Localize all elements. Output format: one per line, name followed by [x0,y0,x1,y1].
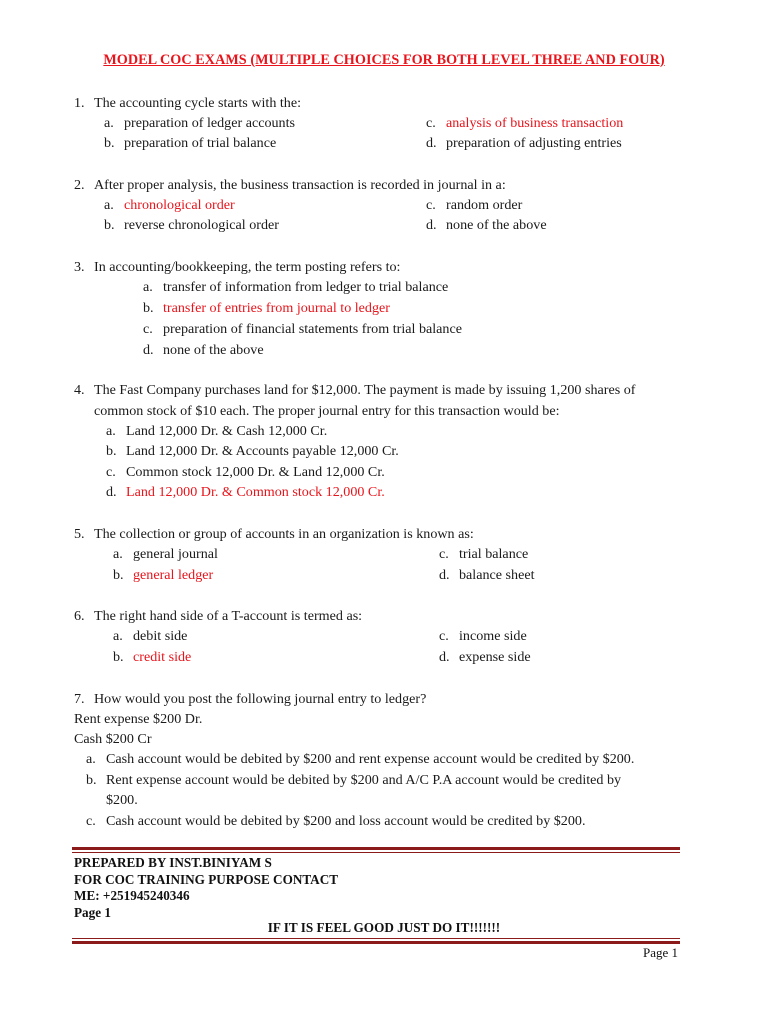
option-1c: c. analysis of business transaction [426,115,624,131]
footer-rule-thin-2 [72,938,680,939]
question-text: In accounting/bookkeeping, the term posting refers to: [94,259,401,275]
option-2a: a. chronological order [104,197,235,213]
correct-answer: Land 12,000 Dr. & Common stock 12,000 Cr. [126,484,385,500]
footer-prepared-by: PREPARED BY INST.BINIYAM S [74,855,272,870]
question-text: The collection or group of accounts in an organization is known as: [94,526,474,542]
journal-entry-credit: Cash $200 Cr [74,731,152,747]
option-4a: a. Land 12,000 Dr. & Cash 12,000 Cr. [106,423,328,439]
correct-answer: general ledger [133,567,214,583]
question-4-continued: common stock of $10 each. The proper journal entry for this transaction would be: [94,403,560,419]
question-4: 4. The Fast Company purchases land for $12,000. The payment is made by issuing 1,200 shares of [74,382,636,398]
footer-rule-thick [72,847,680,850]
option-3b: b. transfer of entries from journal to ledger [143,300,390,316]
option-3c: c. preparation of financial statements from trial balance [143,321,462,337]
footer-page-label: Page 1 [74,904,111,920]
option-4b: b. Land 12,000 Dr. & Accounts payable 12,000 Cr. [106,443,399,459]
option-4c: c. Common stock 12,000 Dr. & Land 12,000 Cr. [106,464,385,480]
question-number: 1. [74,95,85,111]
question-3: 3. In accounting/bookkeeping, the term posting refers to: [74,259,401,275]
correct-answer: analysis of business transaction [446,115,624,131]
question-1 [74,94,301,112]
option-7b-continued: $200. [106,792,138,808]
question-text: The right hand side of a T-account is termed as: [94,608,363,624]
footer-rule-thin [72,852,680,853]
option-3d: d. none of the above [143,342,264,358]
option-2b: b. reverse chronological order [104,217,279,233]
footer-rule-thick-2 [72,941,680,944]
option-6c: c. income side [439,628,527,644]
option-5b: b. general ledger [113,567,214,583]
page-title: MODEL COC EXAMS (MULTIPLE CHOICES FOR BOTH LEVEL THREE AND FOUR) [103,52,665,68]
footer-purpose: FOR COC TRAINING PURPOSE CONTACT [74,871,339,887]
question-text: How would you post the following journal entry to ledger? [94,691,427,707]
option-4d: d. Land 12,000 Dr. & Common stock 12,000 Cr. [106,484,385,500]
option-6b: b. credit side [113,649,192,665]
correct-answer: transfer of entries from journal to ledger [163,300,390,316]
question-6: 6. The right hand side of a T-account is termed as: [74,608,363,624]
option-2c: c. random order [426,197,523,213]
footer-block [74,855,338,921]
option-7a: a. Cash account would be debited by $200 and rent expense account would be credited by $200. [86,751,635,767]
footer-motto: IF IT IS FEEL GOOD JUST DO IT!!!!!!! [267,920,501,935]
footer-contact: ME: +251945240346 [74,888,190,904]
option-5d: d. balance sheet [439,567,535,583]
option-7b: b. Rent expense account would be debited by $200 and A/C P.A account would be credited by [86,772,622,788]
option-5a: a. general journal [113,546,218,562]
correct-answer: credit side [133,649,192,665]
question-text: After proper analysis, the business transaction is recorded in journal in a: [94,177,506,193]
option-6a: a. debit side [113,628,188,644]
option-1b: b. preparation of trial balance [104,135,277,151]
question-text: The Fast Company purchases land for $12,000. The payment is made by issuing 1,200 shares of [94,382,636,398]
question-2: 2. After proper analysis, the business transaction is recorded in journal in a: [74,177,506,193]
option-1d: d. preparation of adjusting entries [426,135,622,151]
journal-entry-debit: Rent expense $200 Dr. [74,711,203,727]
question-7: 7. How would you post the following journal entry to ledger? [74,691,427,707]
option-3a: a. transfer of information from ledger to trial balance [143,279,449,295]
option-5c: c. trial balance [439,546,529,562]
option-7c: c. Cash account would be debited by $200 and loss account would be credited by $200. [86,813,586,829]
question-text: The accounting cycle starts with the: [94,95,302,111]
page-number: Page 1 [642,945,678,960]
option-2d: d. none of the above [426,217,547,233]
option-6d: d. expense side [439,649,531,665]
option-1a: a. preparation of ledger accounts [104,115,296,131]
question-5: 5. The collection or group of accounts in an organization is known as: [74,526,474,542]
correct-answer: chronological order [124,197,235,213]
